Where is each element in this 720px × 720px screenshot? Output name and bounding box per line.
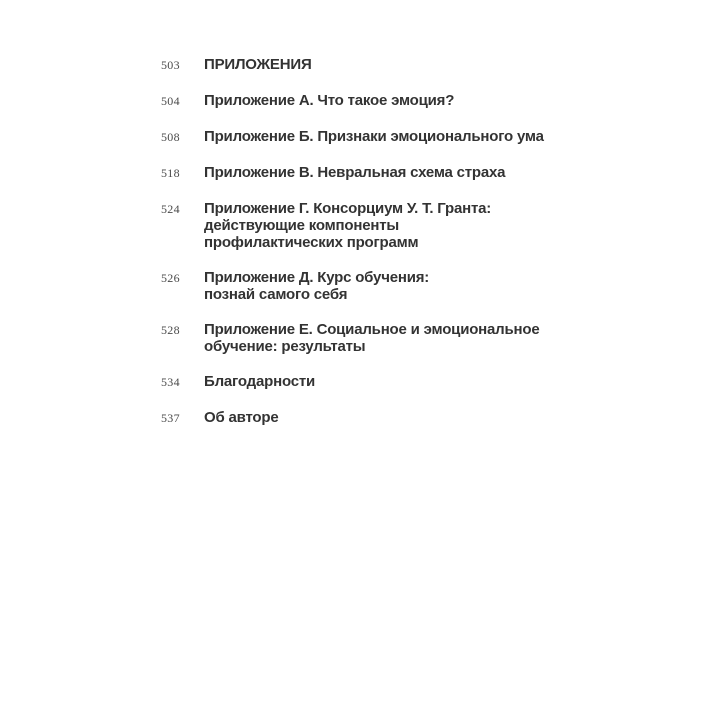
toc-entry [161, 200, 581, 251]
toc-title-line: Приложение В. Невральная схема страха [204, 164, 506, 181]
toc-page-number: 526 [161, 271, 180, 285]
toc-title-line: профилактических программ [204, 234, 419, 251]
toc-page-number: 508 [161, 130, 180, 144]
toc-entry-title [204, 409, 278, 426]
toc-title-line: познай самого себя [204, 286, 348, 303]
toc-title-line: Приложение Б. Признаки эмоционального ума [204, 128, 544, 145]
toc-title-line: Об авторе [204, 409, 279, 426]
toc-entry [161, 56, 581, 74]
toc-title-line: действующие компоненты [204, 217, 399, 234]
toc-entry-title [204, 373, 315, 390]
toc-title-line: Приложение А. Что такое эмоция? [204, 92, 455, 109]
toc-entry [161, 164, 581, 182]
table-of-contents [161, 56, 581, 445]
toc-title-line: Приложение Д. Курс обучения: [204, 269, 430, 286]
toc-entry [161, 321, 581, 355]
toc-title-line: обучение: результаты [204, 338, 366, 355]
toc-entry-title [204, 321, 540, 355]
toc-entry-title [204, 128, 544, 145]
toc-title-line: Приложение Г. Консорциум У. Т. Гранта: [204, 200, 492, 217]
toc-title-line: Благодарности [204, 373, 316, 390]
toc-page-number: 504 [161, 94, 180, 108]
toc-entry [161, 409, 581, 427]
toc-entry [161, 373, 581, 391]
toc-entry-title [204, 92, 454, 109]
toc-entry [161, 269, 581, 303]
toc-page-number: 518 [161, 166, 180, 180]
toc-page-number: 537 [161, 411, 180, 425]
toc-page-number: 534 [161, 375, 180, 389]
toc-entry [161, 128, 581, 146]
toc-entry [161, 92, 581, 110]
toc-title-line: ПРИЛОЖЕНИЯ [204, 56, 312, 73]
toc-title-line: Приложение Е. Социальное и эмоциональное [204, 321, 540, 338]
toc-page-number: 503 [161, 58, 180, 72]
toc-entry-title [204, 164, 505, 181]
toc-entry-title [204, 56, 312, 73]
toc-entry-title [204, 200, 491, 251]
toc-entry-title [204, 269, 429, 303]
toc-page-number: 524 [161, 202, 180, 216]
toc-page-number: 528 [161, 323, 180, 337]
